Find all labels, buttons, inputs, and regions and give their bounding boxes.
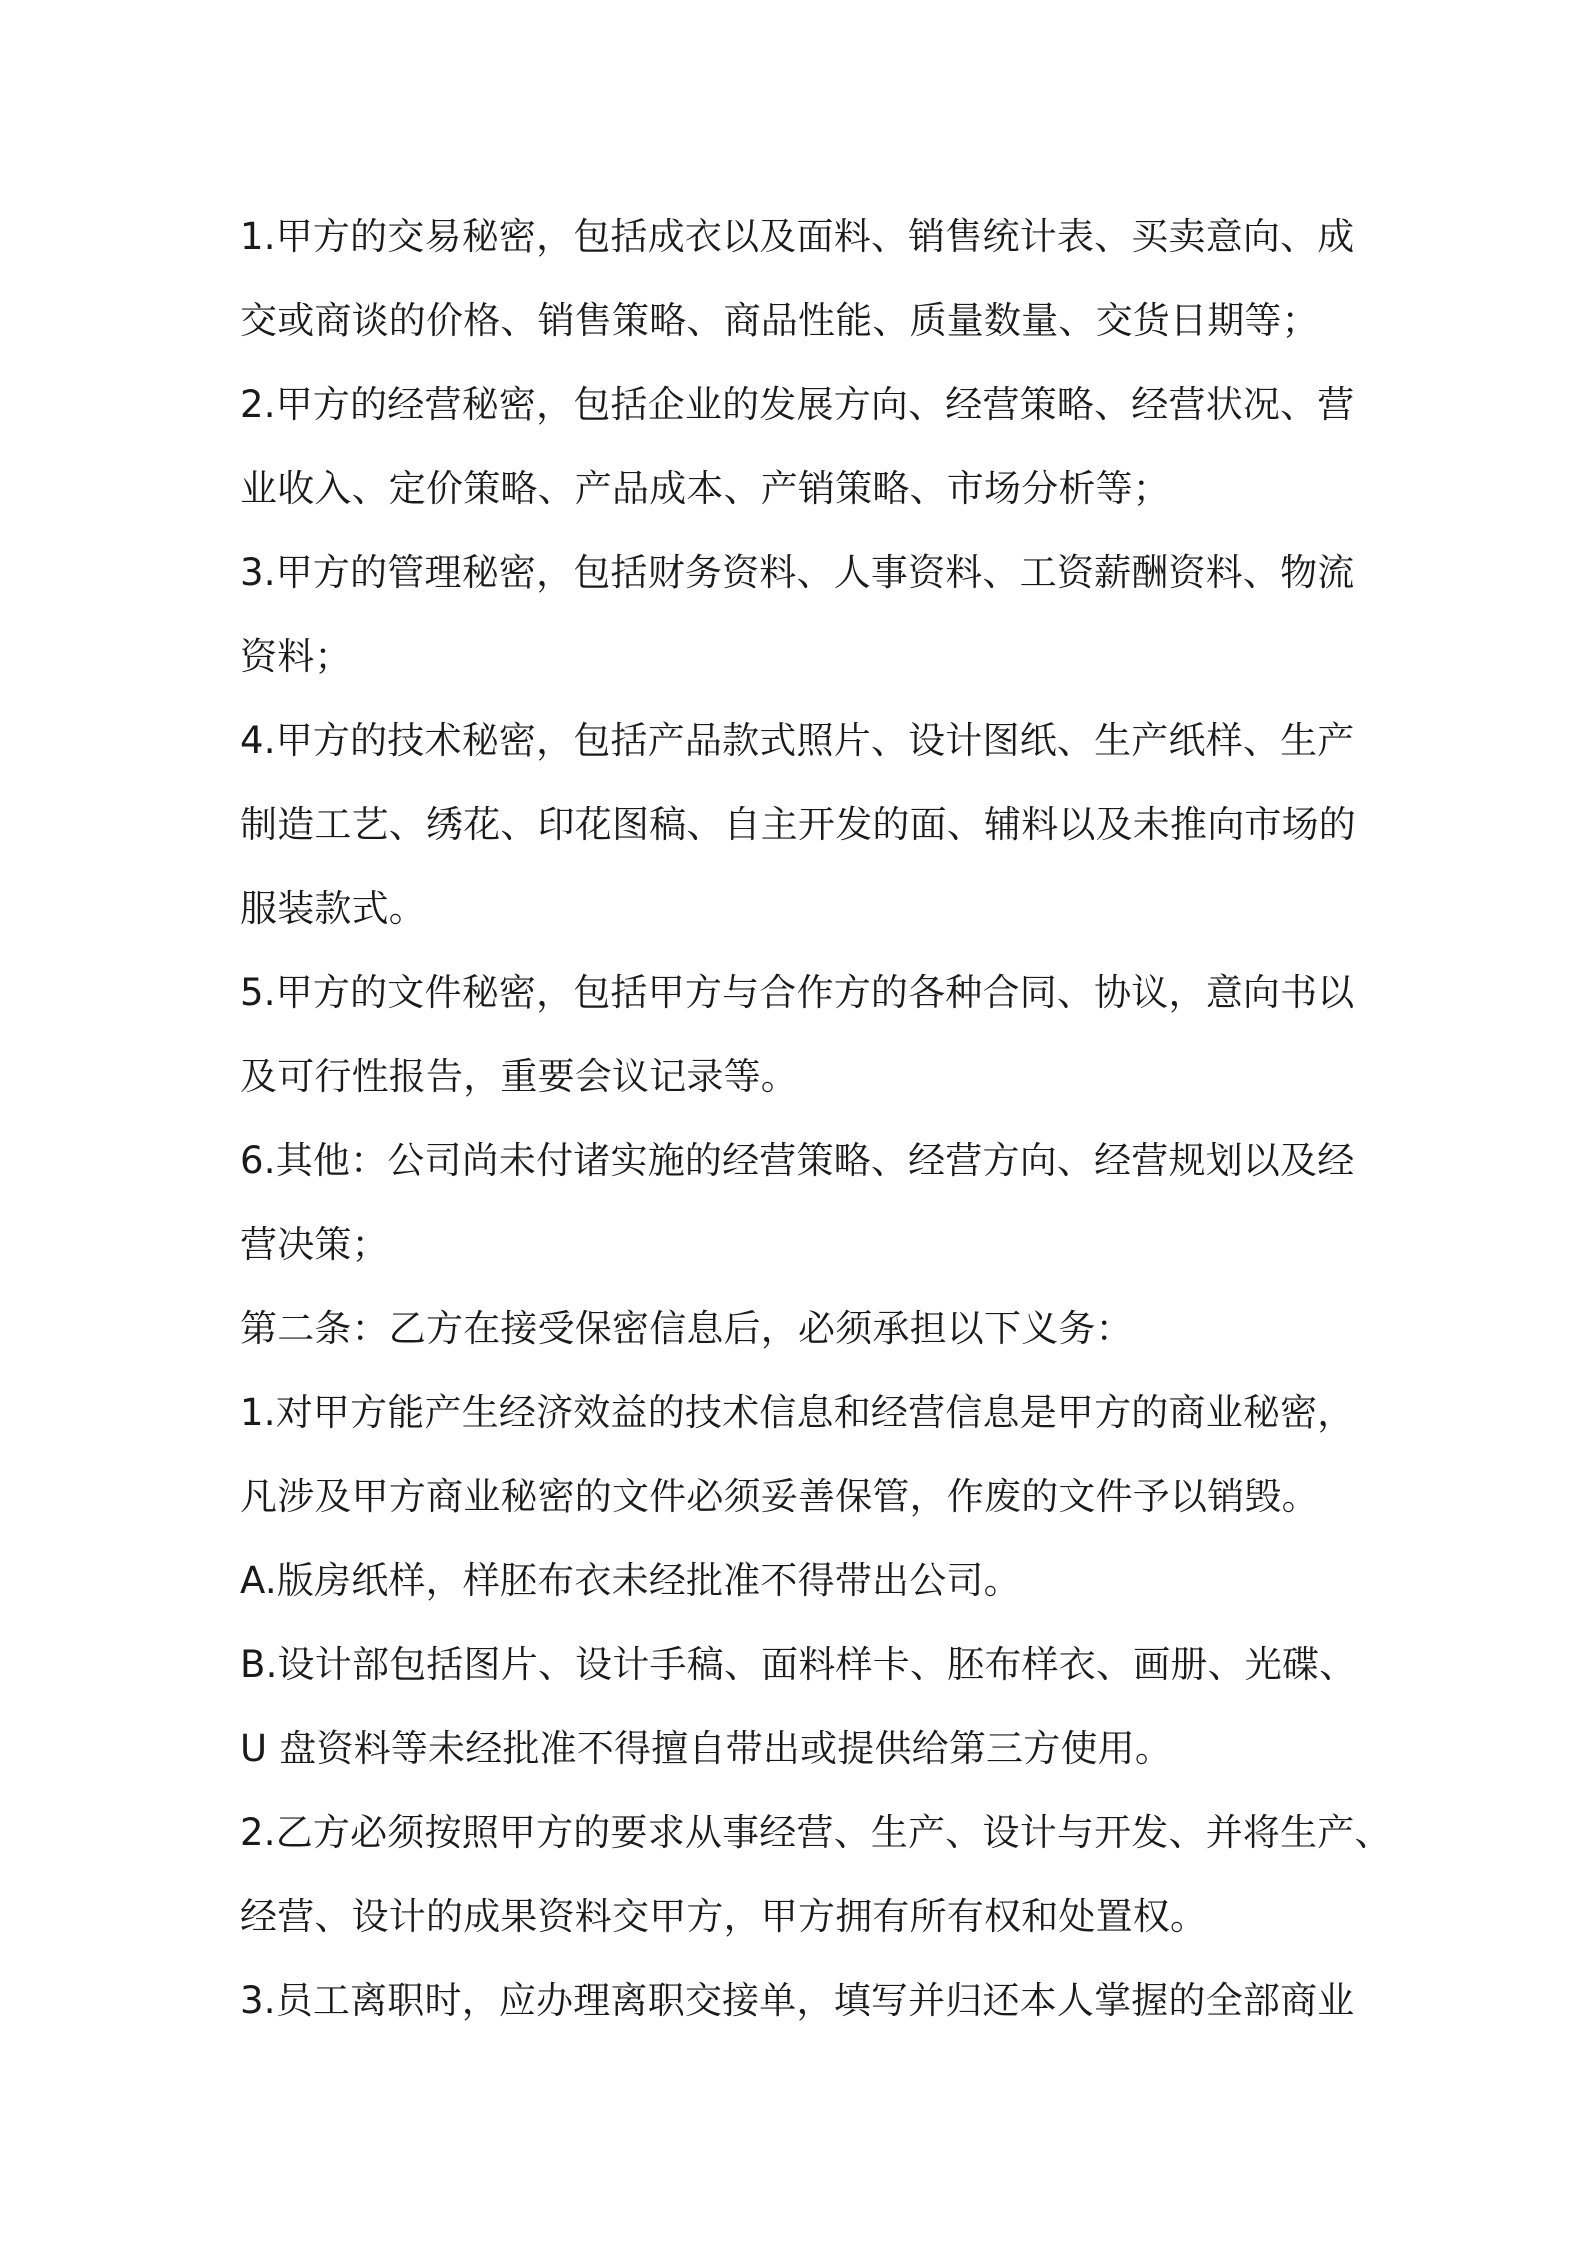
text-line: B.设计部包括图片、设计手稿、面料样卡、胚布样衣、画册、光碟、 <box>240 1643 1357 1686</box>
text-line: 经营、设计的成果资料交甲方，甲方拥有所有权和处置权。 <box>240 1895 1208 1938</box>
text-line: 制造工艺、绣花、印花图稿、自主开发的面、辅料以及未推向市场的 <box>240 803 1356 846</box>
text-line: 5.甲方的文件秘密，包括甲方与合作方的各种合同、协议，意向书以 <box>240 971 1355 1014</box>
text-line: 凡涉及甲方商业秘密的文件必须妥善保管，作废的文件予以销毁。 <box>240 1475 1319 1518</box>
text-line: 4.甲方的技术秘密，包括产品款式照片、设计图纸、生产纸样、生产 <box>240 719 1355 762</box>
text-line: 2.乙方必须按照甲方的要求从事经营、生产、设计与开发、并将生产、 <box>240 1811 1392 1854</box>
text-line: 资料； <box>240 635 352 678</box>
text-line: 6.其他：公司尚未付诸实施的经营策略、经营方向、经营规划以及经 <box>240 1139 1355 1182</box>
document-body <box>240 195 1392 2043</box>
text-line: 3.员工离职时，应办理离职交接单，填写并归还本人掌握的全部商业 <box>240 1979 1355 2022</box>
text-line: 及可行性报告，重要会议记录等。 <box>240 1055 798 1098</box>
text-line: 业收入、定价策略、产品成本、产销策略、市场分析等； <box>240 467 1170 510</box>
text-line: 交或商谈的价格、销售策略、商品性能、质量数量、交货日期等； <box>240 299 1319 342</box>
text-line: U 盘资料等未经批准不得擅自带出或提供给第三方使用。 <box>240 1727 1173 1770</box>
text-line: 营决策； <box>240 1223 389 1266</box>
text-line: 3.甲方的管理秘密，包括财务资料、人事资料、工资薪酬资料、物流 <box>240 551 1355 594</box>
text-line: 1.对甲方能产生经济效益的技术信息和经营信息是甲方的商业秘密， <box>240 1391 1355 1434</box>
text-line: A.版房纸样，样胚布衣未经批准不得带出公司。 <box>240 1559 1021 1602</box>
text-line: 1.甲方的交易秘密，包括成衣以及面料、销售统计表、买卖意向、成 <box>240 215 1355 258</box>
text-line: 2.甲方的经营秘密，包括企业的发展方向、经营策略、经营状况、营 <box>240 383 1355 426</box>
text-line: 第二条：乙方在接受保密信息后，必须承担以下义务： <box>240 1307 1133 1350</box>
text-line: 服装款式。 <box>240 887 426 930</box>
